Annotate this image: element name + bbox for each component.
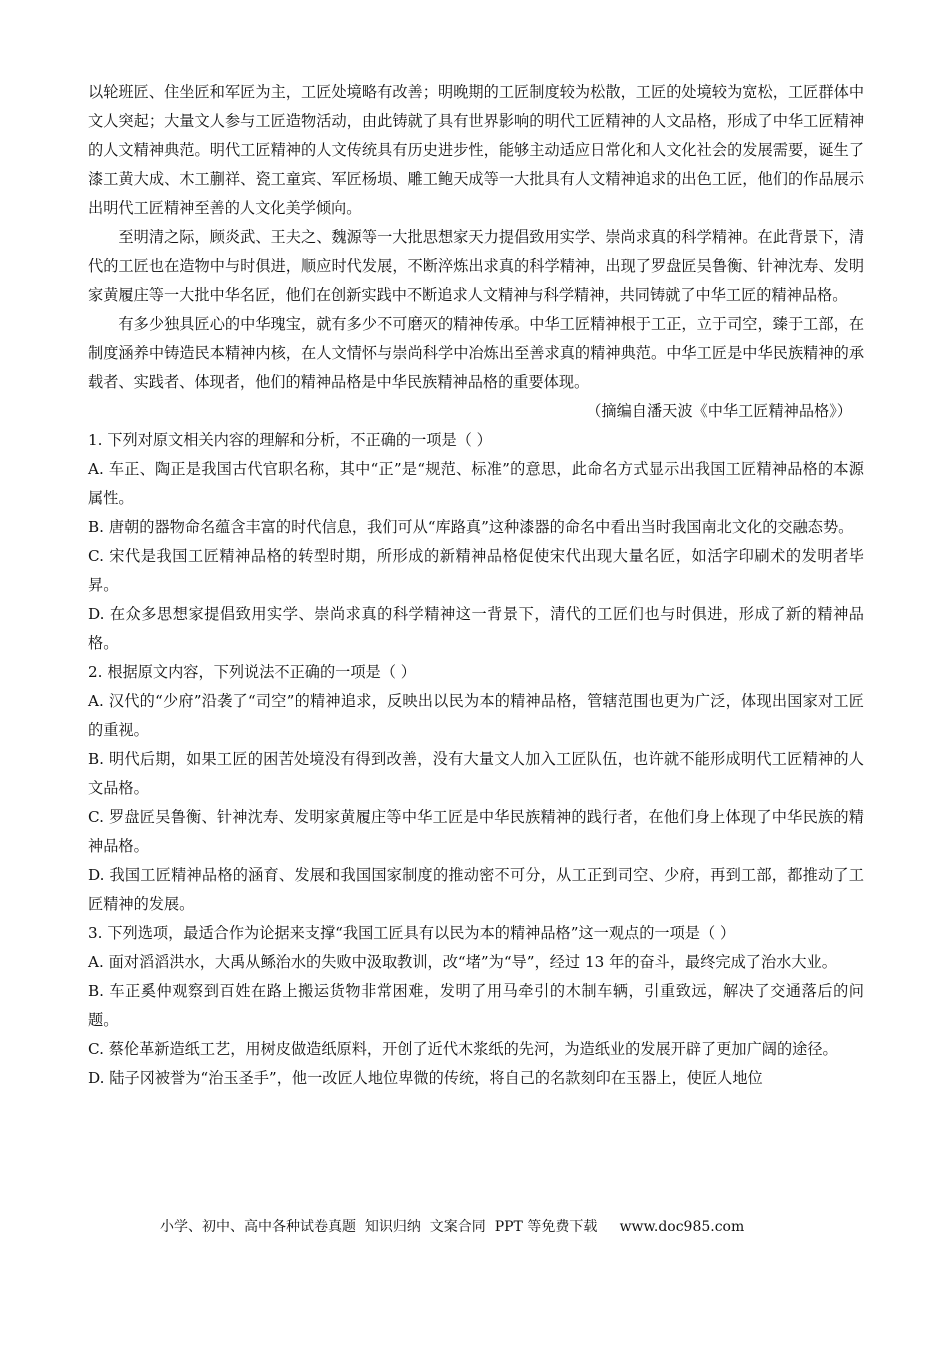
option-b: B. 唐朝的器物命名蕴含丰富的时代信息，我们可从“库路真”这种漆器的命名中看出当时我国南北文化的交融态势。 bbox=[88, 518, 854, 536]
option-c: C. 罗盘匠吴鲁衡、针神沈寿、发明家黄履庄等中华工匠是中华民族精神的践行者，在他们身上体现了中华民族的精神品格。 bbox=[88, 808, 864, 855]
option-c: C. 宋代是我国工匠精神品格的转型时期，所形成的新精神品格促使宋代出现大量名匠，如活字印刷术的发明者毕昇。 bbox=[88, 547, 864, 594]
question-2 bbox=[88, 658, 864, 919]
passage-source: （摘编自潘天波《中华工匠精神品格》） bbox=[586, 402, 852, 420]
document-body bbox=[88, 78, 864, 1093]
option-d: D. 陆子冈被誉为“治玉圣手”，他一改匠人地位卑微的传统，将自己的名款刻印在玉器上，使匠人地位 bbox=[88, 1069, 763, 1087]
question-stem: 3. 下列选项，最适合作为论据来支撑“我国工匠具有以民为本的精神品格”这一观点的一项是（ ） bbox=[88, 924, 736, 942]
option-d: D. 在众多思想家提倡致用实学、崇尚求真的科学精神这一背景下，清代的工匠们也与时俱进，形成了新的精神品格。 bbox=[88, 605, 864, 652]
passage-paragraph-2: 至明清之际，顾炎武、王夫之、魏源等一大批思想家天力提倡致用实学、崇尚求真的科学精神。在此背景下，清代的工匠也在造物中与时俱进，顺应时代发展，不断淬炼出求真的科学精神，出现了罗盘匠吴鲁衡、针神沈寿、发明家黄履庄等一大批中华名匠，他们在创新实践中不断追求人文精神与科学精神，共同铸就了中华工匠的精神品格。 bbox=[88, 228, 864, 304]
page-footer: 小学、初中、高中各种试卷真题 知识归纳 文案合同 PPT 等免费下载 www.doc985.com bbox=[160, 1219, 745, 1235]
question-stem: 2. 根据原文内容，下列说法不正确的一项是（ ） bbox=[88, 663, 416, 681]
question-stem: 1. 下列对原文相关内容的理解和分析，不正确的一项是（ ） bbox=[88, 431, 492, 449]
option-a: A. 汉代的“少府”沿袭了“司空”的精神追求，反映出以民为本的精神品格，管辖范围也更为广泛，体现出国家对工匠的重视。 bbox=[88, 692, 864, 739]
question-3 bbox=[88, 919, 864, 1093]
option-a: A. 面对滔滔洪水，大禹从鲧治水的失败中汲取教训，改“堵”为“导”，经过 13 年的奋斗，最终完成了治水大业。 bbox=[88, 953, 837, 971]
option-a: A. 车正、陶正是我国古代官职名称，其中“正”是“规范、标准”的意思，此命名方式显示出我国工匠精神品格的本源属性。 bbox=[88, 460, 864, 507]
question-1 bbox=[88, 426, 864, 658]
option-b: B. 车正奚仲观察到百姓在路上搬运货物非常困难，发明了用马牵引的木制车辆，引重致远，解决了交通落后的问题。 bbox=[88, 982, 864, 1029]
passage-paragraph-3: 有多少独具匠心的中华瑰宝，就有多少不可磨灭的精神传承。中华工匠精神根于工正，立于司空，臻于工部，在制度涵养中铸造民本精神内核，在人文情怀与崇尚科学中冶炼出至善求真的精神典范。中华工匠是中华民族精神的承载者、实践者、体现者，他们的精神品格是中华民族精神品格的重要体现。 bbox=[88, 315, 864, 391]
option-b: B. 明代后期，如果工匠的困苦处境没有得到改善，没有大量文人加入工匠队伍，也许就不能形成明代工匠精神的人文品格。 bbox=[88, 750, 864, 797]
option-c: C. 蔡伦革新造纸工艺，用树皮做造纸原料，开创了近代木浆纸的先河，为造纸业的发展开辟了更加广阔的途径。 bbox=[88, 1040, 838, 1058]
passage-paragraph-1: 以轮班匠、住坐匠和军匠为主，工匠处境略有改善；明晚期的工匠制度较为松散，工匠的处境较为宽松，工匠群体中文人突起；大量文人参与工匠造物活动，由此铸就了具有世界影响的明代工匠精神的人文品格，形成了中华工匠精神的人文精神典范。明代工匠精神的人文传统具有历史进步性，能够主动适应日常化和人文化社会的发展需要，诞生了漆工黄大成、木工蒯祥、瓷工童宾、军匠杨埙、雕工鲍天成等一大批具有人文精神追求的出色工匠，他们的作品展示出明代工匠精神至善的人文化美学倾向。 bbox=[88, 83, 864, 217]
option-d: D. 我国工匠精神品格的涵育、发展和我国国家制度的推动密不可分，从工正到司空、少府，再到工部，都推动了工匠精神的发展。 bbox=[88, 866, 864, 913]
